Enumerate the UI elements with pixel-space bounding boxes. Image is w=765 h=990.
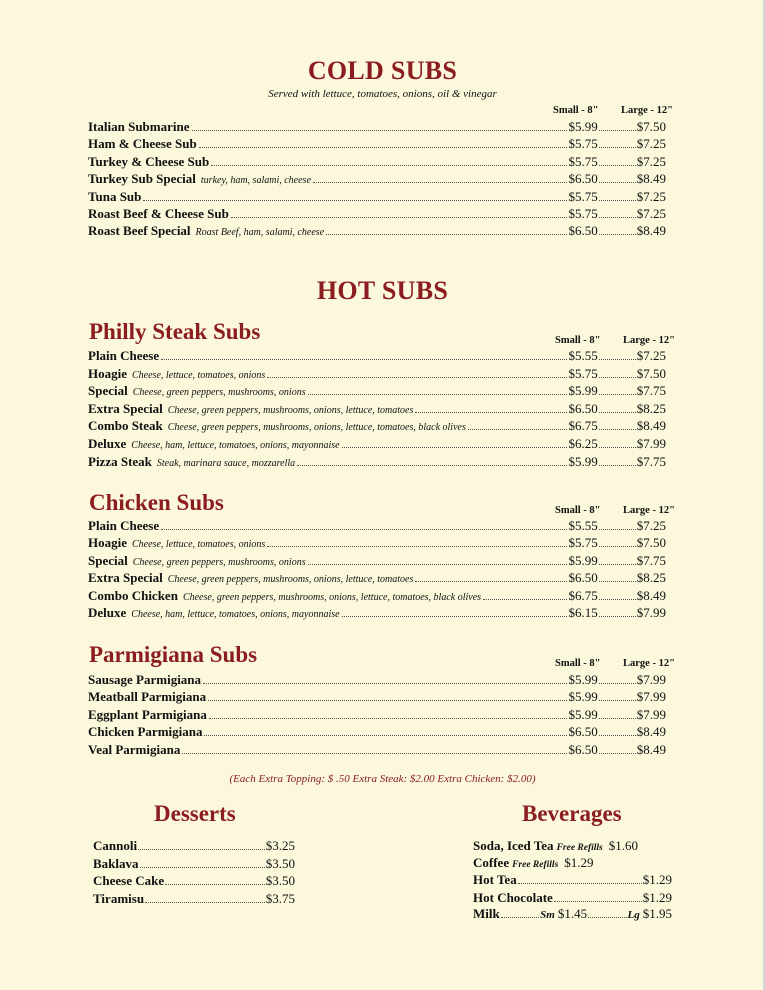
dot-leader xyxy=(143,200,566,201)
item-name: Deluxe xyxy=(88,605,127,620)
item-name: Sausage Parmigiana xyxy=(88,672,202,687)
price-large: $7.75 xyxy=(636,453,666,469)
price-small: $6.25 xyxy=(568,436,598,451)
item-description: Cheese, green peppers, mushrooms, onions xyxy=(132,556,306,568)
dot-leader xyxy=(165,884,265,885)
dot-leader xyxy=(267,546,566,547)
menu-item-row xyxy=(88,136,666,153)
dot-leader xyxy=(599,200,636,201)
item-name: Chicken Parmigiana xyxy=(88,724,203,740)
free-refills-note: Free Refills xyxy=(556,843,603,853)
price-large: $7.50 xyxy=(636,535,666,551)
dot-leader xyxy=(599,412,636,413)
item-description: Cheese, green peppers, mushrooms, onions, lettuce, tomatoes, black olives xyxy=(167,422,466,434)
dot-leader xyxy=(599,394,636,395)
menu-item-row xyxy=(88,436,666,453)
dot-leader xyxy=(501,917,539,918)
hot-subs-title: HOT SUBS xyxy=(316,276,449,305)
price-small: $5.99 xyxy=(568,672,598,687)
dot-leader xyxy=(599,581,636,582)
philly-large-header: Large - 12" xyxy=(623,335,675,346)
item-name: Soda, Iced Tea xyxy=(473,838,554,853)
price-large: $7.25 xyxy=(636,348,666,363)
dot-leader xyxy=(483,599,566,600)
menu-item-row xyxy=(88,707,666,724)
dot-leader xyxy=(326,234,566,235)
price-large: $7.50 xyxy=(636,119,666,134)
dot-leader xyxy=(161,359,566,360)
price-small: $6.75 xyxy=(568,587,598,603)
price: $3.75 xyxy=(265,890,295,906)
menu-item-row xyxy=(88,189,666,206)
menu-item-row xyxy=(88,742,666,759)
dot-leader xyxy=(192,130,567,131)
item-name: Hoagie xyxy=(88,365,127,381)
menu-item-row xyxy=(88,418,666,435)
price-large: $8.49 xyxy=(636,418,666,434)
item-description: Cheese, green peppers, mushrooms, onions, lettuce, tomatoes xyxy=(167,404,414,416)
price: $3.25 xyxy=(265,838,295,853)
menu-item-row xyxy=(88,454,666,471)
menu-item-row xyxy=(88,348,666,365)
item-description: Cheese, ham, lettuce, tomatoes, onions, mayonnaise xyxy=(131,440,340,451)
item-name: Hot Tea xyxy=(473,872,517,888)
dot-leader xyxy=(267,377,566,378)
item-name: Ham & Cheese Sub xyxy=(88,136,197,152)
price-small: $5.75 xyxy=(568,365,598,381)
price-small: $5.75 xyxy=(568,206,598,221)
menu-item-row xyxy=(88,171,666,188)
dot-leader xyxy=(599,564,636,565)
price-small: $6.50 xyxy=(568,223,598,239)
dot-leader xyxy=(415,412,566,413)
item-name: Turkey Sub Special xyxy=(88,171,196,187)
item-name: Baklava xyxy=(93,855,139,871)
dot-leader xyxy=(308,394,567,395)
size-label: Lg xyxy=(627,909,640,921)
dot-leader xyxy=(199,147,567,148)
item-name: Eggplant Parmigiana xyxy=(88,706,207,722)
dessert-row xyxy=(93,856,295,873)
dot-leader xyxy=(468,429,567,430)
price-small: $6.50 xyxy=(568,724,598,740)
item-name: Turkey & Cheese Sub xyxy=(88,153,210,169)
beverage-row xyxy=(473,855,672,872)
price-large: $7.25 xyxy=(636,153,666,169)
cold-subs-subtitle: Served with lettuce, tomatoes, onions, oil & vinegar xyxy=(268,88,497,100)
dot-leader xyxy=(145,902,265,903)
item-name: Deluxe xyxy=(88,436,127,451)
dot-leader xyxy=(599,165,636,166)
price-small: $6.50 xyxy=(568,570,598,586)
menu-item-row xyxy=(88,724,666,741)
price-small: $5.99 xyxy=(568,119,598,134)
item-description: Roast Beef, ham, salami, cheese xyxy=(195,227,325,239)
item-name: Extra Special xyxy=(88,400,163,416)
dot-leader xyxy=(599,700,636,701)
menu-item-row xyxy=(88,206,666,223)
milk-row xyxy=(473,906,672,923)
dot-leader xyxy=(203,683,566,684)
price: $3.50 xyxy=(265,855,295,871)
item-description: Cheese, green peppers, mushrooms, onions xyxy=(132,387,306,399)
dot-leader xyxy=(415,581,566,582)
dot-leader xyxy=(599,182,636,183)
price-large: $7.50 xyxy=(636,365,666,381)
dot-leader xyxy=(599,546,636,547)
price-small: $5.55 xyxy=(568,348,598,363)
beverage-row xyxy=(473,890,672,907)
price-small: $1.45 xyxy=(557,906,588,921)
item-name: Tiramisu xyxy=(93,890,145,906)
menu-item-row xyxy=(88,605,666,622)
size-label: Sm xyxy=(540,909,555,921)
price-small: $6.15 xyxy=(568,605,598,620)
item-name: Plain Cheese xyxy=(88,518,160,533)
dot-leader xyxy=(599,130,636,131)
parm-large-header: Large - 12" xyxy=(623,658,675,669)
item-description: Cheese, green peppers, mushrooms, onions, lettuce, tomatoes xyxy=(167,574,414,586)
item-description: Cheese, green peppers, mushrooms, onions, lettuce, tomatoes, black olives xyxy=(182,591,482,603)
price-small: $5.99 xyxy=(568,383,598,399)
dot-leader xyxy=(599,377,636,378)
item-name: Combo Steak xyxy=(88,418,163,434)
dot-leader xyxy=(211,165,566,166)
dot-leader xyxy=(297,465,566,466)
menu-item-row xyxy=(88,535,666,552)
price-large: $7.75 xyxy=(636,383,666,399)
item-description: Cheese, lettuce, tomatoes, onions xyxy=(132,539,266,551)
item-name: Veal Parmigiana xyxy=(88,741,181,757)
item-name: Cannoli xyxy=(93,838,138,853)
dot-leader xyxy=(599,735,636,736)
price-large: $7.99 xyxy=(636,706,666,722)
item-name: Coffee xyxy=(473,855,510,871)
item-name: Roast Beef Special xyxy=(88,223,191,239)
dot-leader xyxy=(599,616,636,617)
menu-item-row xyxy=(88,570,666,587)
dot-leader xyxy=(308,564,567,565)
free-refills-note: Free Refills xyxy=(512,860,559,871)
price-small: $5.99 xyxy=(568,689,598,705)
menu-item-row xyxy=(88,366,666,383)
dessert-row xyxy=(93,891,295,908)
parm-small-header: Small - 8" xyxy=(555,658,601,669)
dot-leader xyxy=(599,718,636,719)
price: $1.29 xyxy=(642,889,672,905)
price-large: $7.75 xyxy=(636,552,666,568)
item-name: Tuna Sub xyxy=(88,188,142,204)
price-large: $7.99 xyxy=(636,605,666,620)
price-small: $6.50 xyxy=(568,171,598,187)
dot-leader xyxy=(140,867,265,868)
price-large: $7.25 xyxy=(636,188,666,204)
price-small: $6.50 xyxy=(568,400,598,416)
dot-leader xyxy=(599,447,636,448)
item-name: Cheese Cake xyxy=(93,873,165,889)
parmigiana-subs-title: Parmigiana Subs xyxy=(89,642,258,667)
chicken-subs-title: Chicken Subs xyxy=(89,490,224,515)
menu-item-row xyxy=(88,588,666,605)
dot-leader xyxy=(599,683,636,684)
menu-item-row xyxy=(88,383,666,400)
price-large: $8.49 xyxy=(636,724,666,740)
dot-leader xyxy=(204,735,566,736)
dot-leader xyxy=(209,718,567,719)
menu-item-row xyxy=(88,553,666,570)
item-description: turkey, ham, salami, cheese xyxy=(200,175,311,187)
item-name: Hot Chocolate xyxy=(473,889,553,905)
price: $1.29 xyxy=(642,872,672,888)
price-large: $8.25 xyxy=(636,400,666,416)
item-description: Cheese, ham, lettuce, tomatoes, onions, mayonnaise xyxy=(131,609,340,620)
price: $3.50 xyxy=(265,873,295,889)
menu-item-row xyxy=(88,119,666,136)
dot-leader xyxy=(208,700,566,701)
dot-leader xyxy=(599,753,636,754)
price-large: $7.25 xyxy=(636,206,666,221)
dot-leader xyxy=(599,465,636,466)
price-large: $8.49 xyxy=(636,223,666,239)
dot-leader xyxy=(599,234,636,235)
price-large: $7.99 xyxy=(636,672,666,687)
dot-leader xyxy=(182,753,566,754)
menu-item-row xyxy=(88,518,666,535)
price: $1.29 xyxy=(564,855,594,871)
beverage-row xyxy=(473,872,672,889)
dessert-row xyxy=(93,838,295,855)
item-name: Pizza Steak xyxy=(88,453,152,469)
price-small: $6.50 xyxy=(568,741,598,757)
price-small: $5.75 xyxy=(568,136,598,152)
price-small: $5.75 xyxy=(568,188,598,204)
item-description: Steak, marinara sauce, mozzarella xyxy=(156,457,296,469)
beverage-row xyxy=(473,838,672,855)
menu-item-row xyxy=(88,154,666,171)
item-name: Special xyxy=(88,552,128,568)
price: $1.60 xyxy=(608,838,638,853)
price-large: $8.49 xyxy=(636,171,666,187)
price-large: $1.95 xyxy=(642,906,672,921)
dot-leader xyxy=(138,849,265,850)
price-large: $8.49 xyxy=(636,587,666,603)
price-small: $5.55 xyxy=(568,518,598,533)
price-small: $6.75 xyxy=(568,418,598,434)
item-name: Combo Chicken xyxy=(88,587,178,603)
dot-leader xyxy=(342,616,567,617)
item-name: Plain Cheese xyxy=(88,348,160,363)
dot-leader xyxy=(554,901,642,902)
item-name: Milk xyxy=(473,906,500,921)
item-description: Cheese, lettuce, tomatoes, onions xyxy=(132,369,266,381)
dot-leader xyxy=(599,429,636,430)
item-name: Italian Submarine xyxy=(88,119,190,134)
dot-leader xyxy=(588,917,626,918)
menu-item-row xyxy=(88,401,666,418)
dot-leader xyxy=(518,883,642,884)
chicken-large-header: Large - 12" xyxy=(623,505,675,516)
menu-item-row xyxy=(88,672,666,689)
dessert-row xyxy=(93,873,295,890)
beverages-title: Beverages xyxy=(522,801,622,826)
dot-leader xyxy=(599,359,636,360)
philly-small-header: Small - 8" xyxy=(555,335,601,346)
cold-large-header: Large - 12" xyxy=(621,105,673,116)
price-large: $7.99 xyxy=(636,689,666,705)
cold-small-header: Small - 8" xyxy=(553,105,599,116)
dot-leader xyxy=(599,217,636,218)
price-small: $5.75 xyxy=(568,535,598,551)
menu-item-row xyxy=(88,689,666,706)
price-large: $8.49 xyxy=(636,741,666,757)
price-small: $5.99 xyxy=(568,453,598,469)
extras-note: (Each Extra Topping: $ .50 Extra Steak: $2.00 Extra Chicken: $2.00) xyxy=(229,773,536,785)
price-large: $7.25 xyxy=(636,518,666,533)
cold-subs-title: COLD SUBS xyxy=(307,56,458,85)
chicken-small-header: Small - 8" xyxy=(555,505,601,516)
item-name: Extra Special xyxy=(88,570,163,586)
menu-item-row xyxy=(88,223,666,240)
dot-leader xyxy=(342,447,567,448)
dot-leader xyxy=(231,217,567,218)
price-large: $7.25 xyxy=(636,136,666,152)
item-name: Roast Beef & Cheese Sub xyxy=(88,206,229,221)
price-large: $8.25 xyxy=(636,570,666,586)
price-large: $7.99 xyxy=(636,436,666,451)
desserts-title: Desserts xyxy=(154,801,236,826)
price-small: $5.99 xyxy=(568,552,598,568)
philly-subs-title: Philly Steak Subs xyxy=(89,319,261,344)
dot-leader xyxy=(161,529,566,530)
item-name: Special xyxy=(88,383,128,399)
price-small: $5.99 xyxy=(568,706,598,722)
dot-leader xyxy=(599,599,636,600)
item-name: Meatball Parmigiana xyxy=(88,689,207,705)
dot-leader xyxy=(313,182,567,183)
dot-leader xyxy=(599,529,636,530)
dot-leader xyxy=(599,147,636,148)
item-name: Hoagie xyxy=(88,535,127,551)
price-small: $5.75 xyxy=(568,153,598,169)
